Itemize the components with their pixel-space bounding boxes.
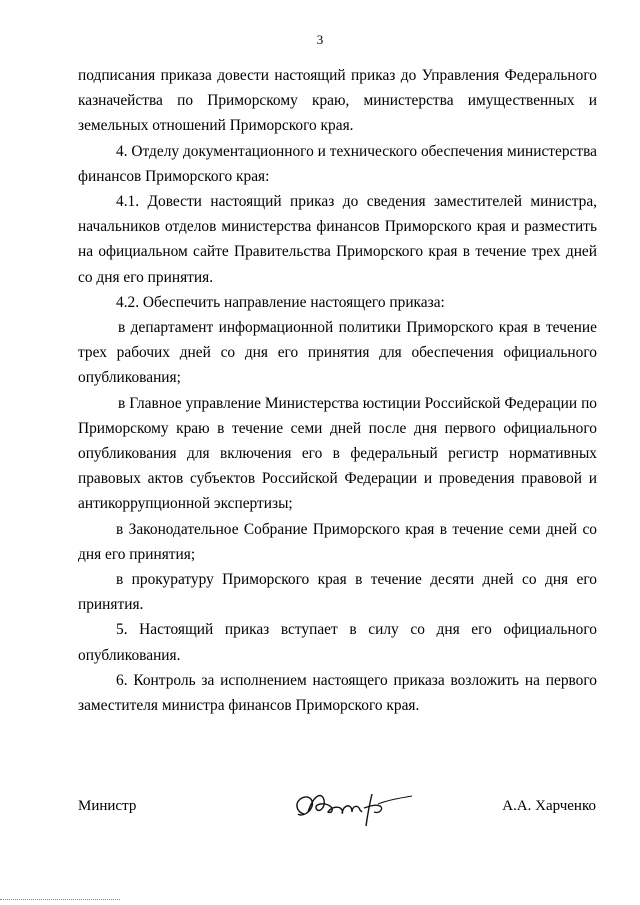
paragraph-recipient-prosecutor: в прокуратуру Приморского края в течение десяти дней со дня его принятия. [78,571,597,614]
footer-dotted-line [0,899,120,900]
handwritten-signature [288,784,418,828]
document-body [78,63,597,718]
paragraph-item-4-1: 4.1. Довести настоящий приказ до сведения заместителей министра, начальников отделов министерства финансов Приморского края и разместить на официальном сайте Правительства Приморского края в течение трех дней со дня его принятия. [78,193,597,286]
signature-block [0,784,640,828]
paragraph-item-4-2: 4.2. Обеспечить направление настоящего приказа: [116,293,445,311]
page-number: 3 [316,32,324,47]
paragraph-recipient-info-policy: в департамент информационной политики Приморского края в течение трех рабочих дней со дня его принятия для обеспечения официального опубликования; [78,319,597,387]
paragraph-item-5: 5. Настоящий приказ вступает в силу со дня его официального опубликования. [78,621,597,664]
paragraph-item-4: 4. Отделу документационного и технического обеспечения министерства финансов Приморского края: [78,142,597,185]
paragraph-continuation: подписания приказа довести настоящий приказ до Управления Федерального казначейства по Приморскому краю, министерства имущественных и земельных отношений Приморского края. [78,67,597,135]
paragraph-recipient-assembly: в Законодательное Собрание Приморского края в течение семи дней со дня его принятия; [78,520,597,563]
paragraph-item-6: 6. Контроль за исполнением настоящего приказа возложить на первого заместителя министра финансов Приморского края. [78,671,597,715]
signatory-title: Министр [78,798,137,814]
signatory-name: А.А. Харченко [502,798,596,814]
paragraph-recipient-justice: в Главное управление Министерства юстиции Российской Федерации по Приморскому краю в течение семи дней после дня первого официального опубликования для включения его в федеральный регистр нормативных правовых актов субъектов Российской Федерации и проведения правовой и антикоррупционной экспертизы; [78,394,597,513]
